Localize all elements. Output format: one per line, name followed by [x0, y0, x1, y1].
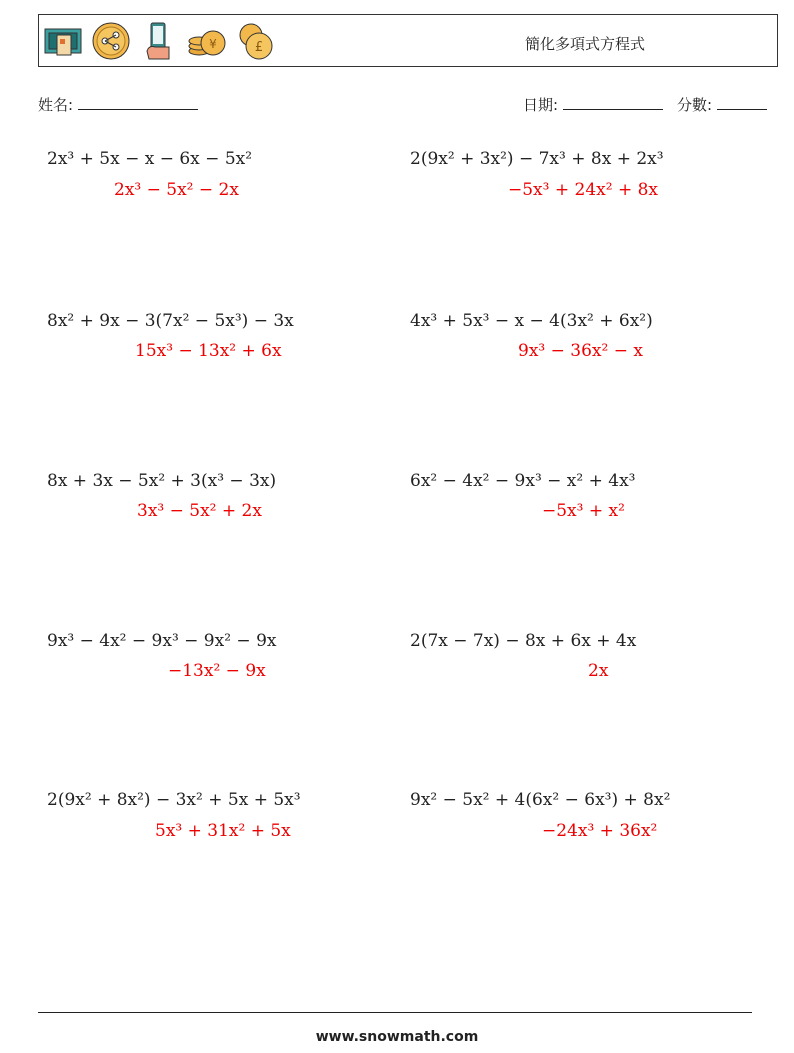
problem-3: 8x² + 9x − 3(7x² − 5x³) − 3x	[47, 311, 294, 331]
answer-2: −5x³ + 24x² + 8x	[508, 180, 659, 200]
yen-coins-icon	[187, 21, 227, 61]
answer-7: −13x² − 9x	[168, 661, 266, 681]
icon-strip	[43, 19, 275, 63]
answer-6: −5x³ + x²	[542, 501, 625, 521]
problem-7: 9x³ − 4x² − 9x³ − 9x² − 9x	[47, 631, 277, 651]
answer-9: 5x³ + 31x² + 5x	[155, 821, 291, 841]
name-label: 姓名:	[38, 96, 74, 114]
svg-text:£: £	[254, 40, 264, 55]
ripple-coin-icon	[91, 21, 131, 61]
date-field	[523, 94, 663, 115]
footer-divider	[38, 1012, 752, 1013]
score-blank	[717, 96, 767, 110]
date-blank	[563, 96, 663, 110]
answer-3: 15x³ − 13x² + 6x	[135, 341, 282, 361]
date-label: 日期:	[523, 96, 559, 114]
answer-1: 2x³ − 5x² − 2x	[114, 180, 239, 200]
footer-url[interactable]: www.snowmath.com	[315, 1029, 479, 1045]
answer-5: 3x³ − 5x² + 2x	[137, 501, 262, 521]
name-field	[38, 94, 198, 115]
problem-6: 6x² − 4x² − 9x³ − x² + 4x³	[410, 471, 636, 491]
problem-1: 2x³ + 5x − x − 6x − 5x²	[47, 149, 253, 169]
worksheet-title: 簡化多項式方程式	[525, 35, 646, 53]
answer-8: 2x	[588, 661, 609, 681]
phone-payment-icon	[139, 21, 179, 61]
score-label: 分數:	[677, 96, 713, 114]
worksheet-header	[38, 14, 778, 67]
answer-4: 9x³ − 36x² − x	[518, 341, 643, 361]
score-field	[677, 94, 767, 115]
name-blank	[78, 96, 198, 110]
atm-icon	[43, 21, 83, 61]
problem-9: 2(9x² + 8x²) − 3x² + 5x + 5x³	[47, 790, 301, 810]
svg-text:¥: ¥	[209, 37, 217, 51]
problem-10: 9x² − 5x² + 4(6x² − 6x³) + 8x²	[410, 790, 671, 810]
problem-4: 4x³ + 5x³ − x − 4(3x² + 6x²)	[410, 311, 653, 331]
pound-coin-icon	[235, 21, 275, 61]
problem-2: 2(9x² + 3x²) − 7x³ + 8x + 2x³	[410, 149, 664, 169]
problem-5: 8x + 3x − 5x² + 3(x³ − 3x)	[47, 471, 277, 491]
problem-8: 2(7x − 7x) − 8x + 6x + 4x	[410, 631, 637, 651]
answer-10: −24x³ + 36x²	[542, 821, 658, 841]
